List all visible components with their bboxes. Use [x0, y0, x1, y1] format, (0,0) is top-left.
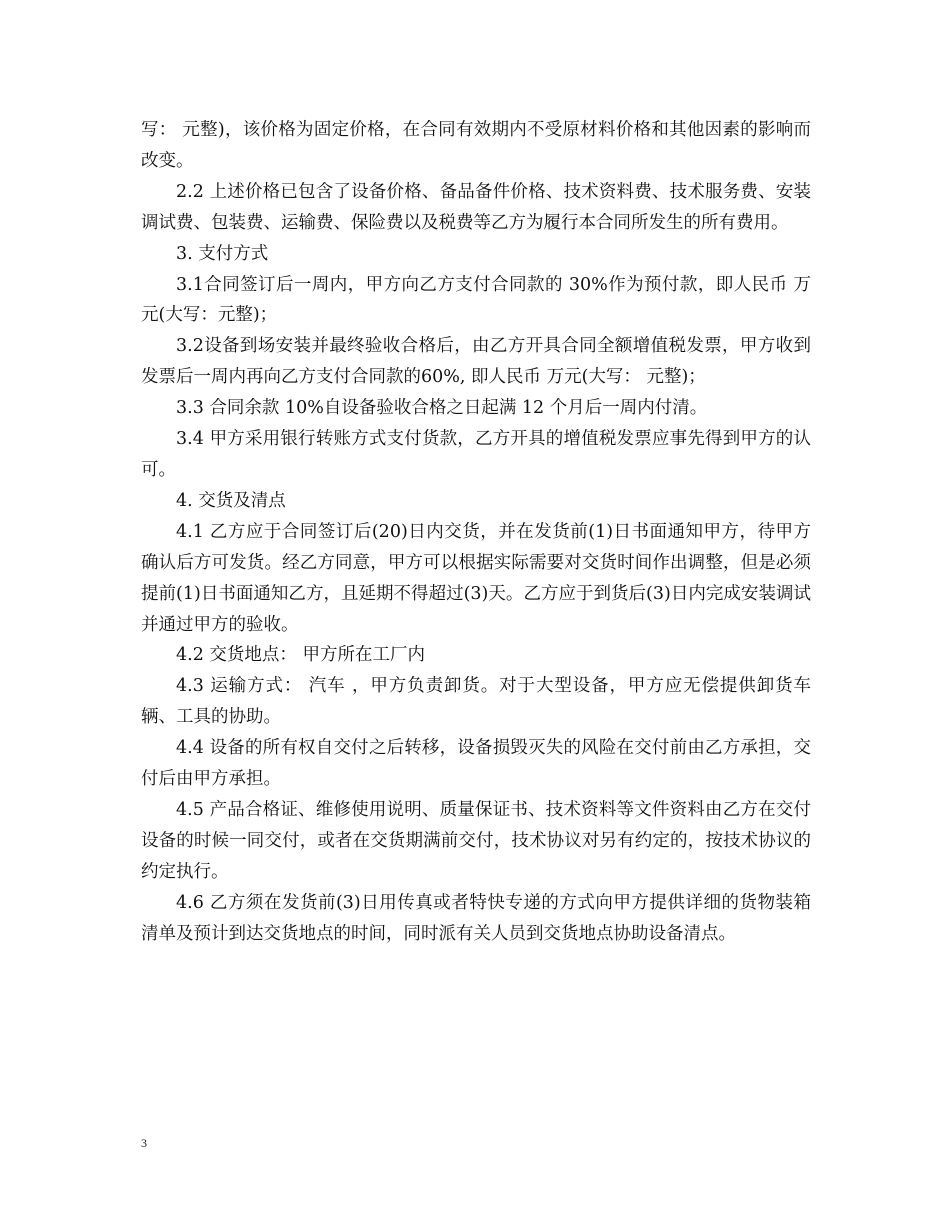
paragraph: 写： 元整)，该价格为固定价格，在合同有效期内不受原材料价格和其他因素的影响而改变。: [141, 120, 811, 171]
paragraph: 4.5 产品合格证、维修使用说明、质量保证书、技术资料等文件资料由乙方在交付设备的时候一同交付，或者在交货期满前交付，技术协议对另有约定的，按技术协议的约定执行。: [141, 799, 811, 882]
paragraph: 3. 支付方式: [176, 243, 269, 264]
paragraph: 4.1 乙方应于合同签订后(20)日内交货，并在发货前(1)日书面通知甲方，待甲方确认后方可发货。经乙方同意，甲方可以根据实际需要对交货时间作出调整，但是必须提前(1)日书面通知乙方，且延期不得超过(3)天。乙方应于到货后(3)日内完成安装调试并通过甲方的验收。: [141, 521, 811, 635]
paragraph: 4.4 设备的所有权自交付之后转移，设备损毁灭失的风险在交付前由乙方承担，交付后由甲方承担。: [141, 738, 811, 790]
paragraph: 4. 交货及清点: [176, 490, 286, 511]
paragraph: 4.6 乙方须在发货前(3)日用传真或者特快专递的方式向甲方提供详细的货物装箱清单及预计到达交货地点的时间，同时派有关人员到交货地点协助设备清点。: [141, 892, 811, 944]
document-body: [141, 115, 811, 949]
paragraph: 2.2 上述价格已包含了设备价格、备品备件价格、技术资料费、技术服务费、安装调试费、包装费、运输费、保险费以及税费等乙方为履行本合同所发生的所有费用。: [141, 181, 811, 233]
paragraph: 3.3 合同余款 10%自设备验收合格之日起满 12 个月后一周内付清。: [176, 398, 708, 419]
paragraph: 3.4 甲方采用银行转账方式支付货款，乙方开具的增值税发票应事先得到甲方的认可。: [141, 429, 811, 480]
paragraph: 4.3 运输方式： 汽车 ，甲方负责卸货。对于大型设备，甲方应无偿提供卸货车辆、工具的协助。: [141, 676, 811, 728]
paragraph: 3.1合同签订后一周内，甲方向乙方支付合同款的 30%作为预付款，即人民币 万元(大写：元整)；: [141, 274, 811, 326]
page-number: 3: [141, 1136, 147, 1150]
paragraph: 4.2 交货地点： 甲方所在工厂内: [176, 645, 425, 666]
paragraph: 3.2设备到场安装并最终验收合格后，由乙方开具合同全额增值税发票，甲方收到发票后一周内再向乙方支付合同款的60%, 即人民币 万元(大写： 元整)；: [141, 336, 811, 388]
